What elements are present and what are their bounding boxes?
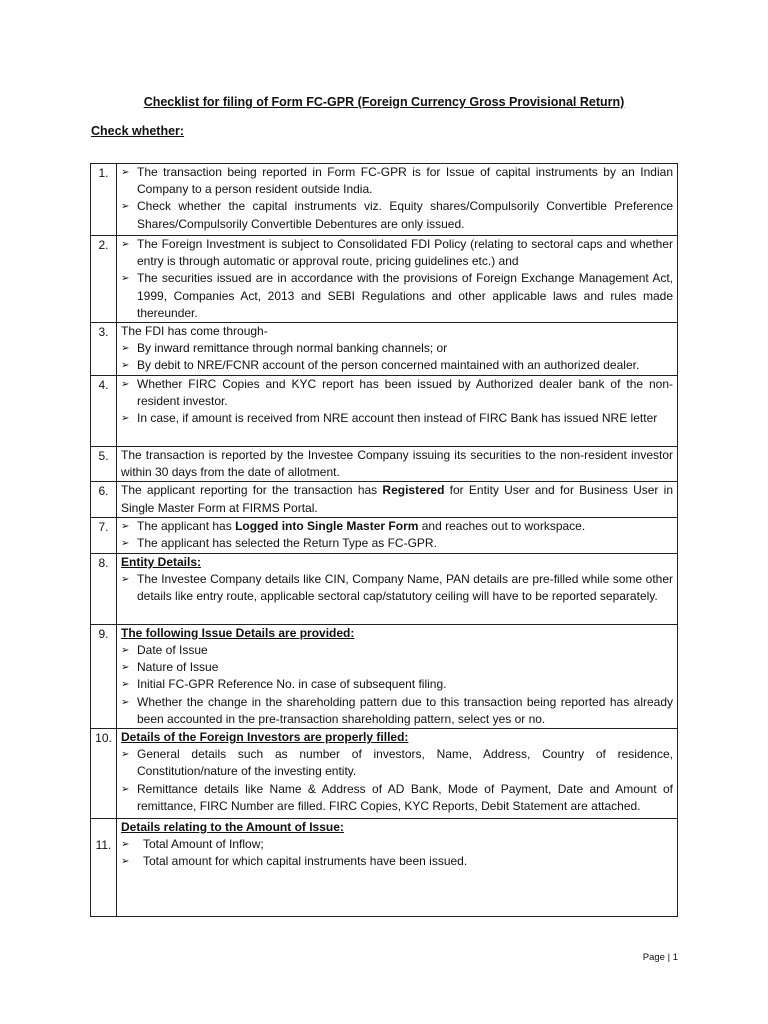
item-heading: The following Issue Details are provided: xyxy=(121,625,355,640)
item-content: The transaction is reported by the Investee Company issuing its securities to the non-resident investor within 30 days from the date of allotment. xyxy=(117,447,678,482)
item-heading: Details of the Foreign Investors are properly filled: xyxy=(121,730,409,745)
item-intro-text: The FDI has come through- xyxy=(121,324,268,339)
arrow-bullet-icon: ➢ xyxy=(121,783,130,795)
checklist-row xyxy=(91,517,678,553)
arrow-bullet-icon: ➢ xyxy=(121,413,130,425)
arrow-bullet-icon: ➢ xyxy=(121,679,130,691)
arrow-bullet-icon: ➢ xyxy=(121,538,130,550)
item-number: 1. xyxy=(91,164,117,236)
item-content xyxy=(117,553,678,624)
bullet-item: ➢ Total Amount of Inflow; xyxy=(121,836,673,853)
bullet-item: ➢ Date of Issue xyxy=(121,642,673,659)
item-number: 11. xyxy=(91,819,117,917)
arrow-bullet-icon: ➢ xyxy=(121,239,130,250)
item-number: 7. xyxy=(91,517,117,553)
checklist-row xyxy=(91,236,678,323)
checklist-row xyxy=(91,323,678,376)
bullet-item: ➢ The applicant has Logged into Single Master Form and reaches out to workspace. xyxy=(121,518,673,535)
emphasis-text: Logged into Single Master Form xyxy=(235,518,419,533)
arrow-bullet-icon: ➢ xyxy=(121,839,130,851)
item-number: 5. xyxy=(91,447,117,482)
checklist-row xyxy=(91,482,678,517)
checklist-row xyxy=(91,729,678,819)
bullet-item: ➢ The transaction being reported in Form FC-GPR is for Issue of capital instruments by an Indian Company to a person resident outside India. xyxy=(121,164,673,198)
bullet-item: ➢ Nature of Issue xyxy=(121,659,673,676)
bullet-item: ➢ The Foreign Investment is subject to Consolidated FDI Policy (relating to sectoral caps and whether entry is through automatic or approval route, pricing guidelines etc.) and xyxy=(121,236,673,270)
item-number: 6. xyxy=(91,482,117,517)
bullet-item: ➢ Check whether the capital instruments viz. Equity shares/Compulsorily Convertible Preference Shares/Compulsorily Convertible Debentures are only issued. xyxy=(121,198,673,232)
item-content: The applicant reporting for the transaction has Registered for Entity User and for Business User in Single Master Form at FIRMS Portal. xyxy=(117,482,678,517)
arrow-bullet-icon: ➢ xyxy=(121,167,130,178)
item-number: 4. xyxy=(91,376,117,447)
item-content xyxy=(117,236,678,323)
arrow-bullet-icon: ➢ xyxy=(121,360,130,372)
arrow-bullet-icon: ➢ xyxy=(121,696,130,708)
item-heading: Details relating to the Amount of Issue: xyxy=(121,820,344,835)
bullet-item: ➢ Total amount for which capital instruments have been issued. xyxy=(121,853,673,870)
arrow-bullet-icon: ➢ xyxy=(121,520,130,532)
bullet-item: ➢ By inward remittance through normal banking channels; or xyxy=(121,340,673,357)
emphasis-text: Registered xyxy=(382,483,445,498)
bullet-item: ➢ In case, if amount is received from NRE account then instead of FIRC Bank has issued NRE letter xyxy=(121,410,673,427)
arrow-bullet-icon: ➢ xyxy=(121,856,130,868)
checklist-row xyxy=(91,164,678,236)
arrow-bullet-icon: ➢ xyxy=(121,379,130,391)
bullet-item: ➢ Remittance details like Name & Address of AD Bank, Mode of Payment, Date and Amount of remittance, FIRC Number are filled. FIRC Copies, KYC Reports, Debit Statement are attached. xyxy=(121,781,673,815)
arrow-bullet-icon: ➢ xyxy=(121,645,130,657)
item-number: 8. xyxy=(91,553,117,624)
item-number: 3. xyxy=(91,323,117,376)
item-content xyxy=(117,164,678,236)
page-number: Page | 1 xyxy=(642,952,678,963)
bullet-item: ➢ The applicant has selected the Return Type as FC-GPR. xyxy=(121,535,673,552)
bullet-item: ➢ The securities issued are in accordance with the provisions of Foreign Exchange Management Act, 1999, Companies Act, 2013 and SEBI Regulations and other applicable laws and rules made thereunder. xyxy=(121,270,673,322)
item-content xyxy=(117,323,678,376)
item-content xyxy=(117,729,678,819)
arrow-bullet-icon: ➢ xyxy=(121,662,130,674)
check-whether-heading: Check whether: xyxy=(91,124,185,138)
bullet-item: ➢ Initial FC-GPR Reference No. in case of subsequent filing. xyxy=(121,676,673,693)
item-number: 9. xyxy=(91,624,117,728)
bullet-item: ➢ General details such as number of investors, Name, Address, Country of residence, Constitution/nature of the investing entity. xyxy=(121,746,673,780)
document-title: Checklist for filing of Form FC-GPR (Foreign Currency Gross Provisional Return) xyxy=(143,95,625,109)
item-content xyxy=(117,624,678,728)
item-heading: Entity Details: xyxy=(121,554,202,569)
bullet-item: ➢ By debit to NRE/FCNR account of the person concerned maintained with an authorized dealer. xyxy=(121,357,673,374)
arrow-bullet-icon: ➢ xyxy=(121,574,130,586)
item-content xyxy=(117,819,678,917)
arrow-bullet-icon: ➢ xyxy=(121,749,130,761)
arrow-bullet-icon: ➢ xyxy=(121,273,130,285)
bullet-item: ➢ Whether the change in the shareholding pattern due to this transaction being reported has already been accounted in the pre-transaction shareholding pattern, select yes or no. xyxy=(121,694,673,728)
arrow-bullet-icon: ➢ xyxy=(121,343,130,355)
item-number: 10. xyxy=(91,729,117,819)
checklist-row xyxy=(91,447,678,482)
arrow-bullet-icon: ➢ xyxy=(121,201,130,213)
item-content xyxy=(117,517,678,553)
checklist-table xyxy=(90,163,678,917)
checklist-row xyxy=(91,819,678,917)
item-content xyxy=(117,376,678,447)
checklist-row xyxy=(91,376,678,447)
checklist-row xyxy=(91,553,678,624)
bullet-item: ➢ Whether FIRC Copies and KYC report has been issued by Authorized dealer bank of the non-resident investor. xyxy=(121,376,673,410)
checklist-row xyxy=(91,624,678,728)
bullet-item: ➢ The Investee Company details like CIN, Company Name, PAN details are pre-filled while some other details like entry route, applicable sectoral cap/statutory ceiling will have to be reported separately. xyxy=(121,571,673,605)
item-number: 2. xyxy=(91,236,117,323)
